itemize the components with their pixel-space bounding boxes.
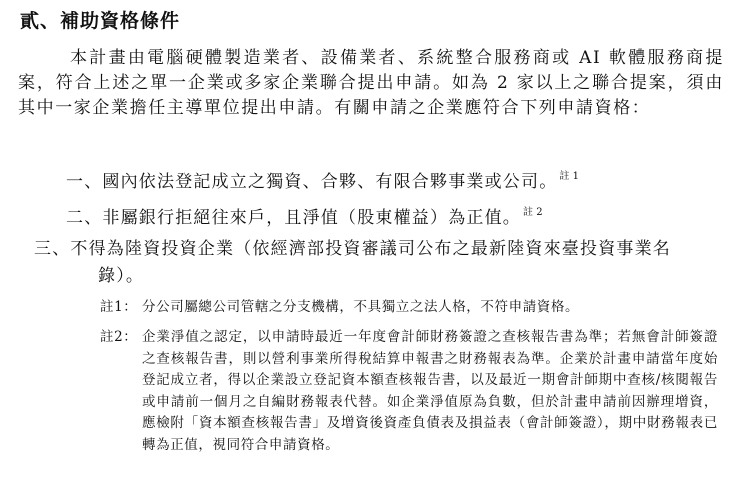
eligibility-item-3 <box>34 236 716 290</box>
item-number: 三、 <box>34 239 71 259</box>
section-heading: 貳、補助資格條件 <box>20 10 181 32</box>
item-number: 二、 <box>66 208 103 228</box>
item-text: 國內依法登記成立之獨資、合夥、有限合夥事業或公司。 <box>102 172 558 192</box>
footnote-ref: 註 2 <box>523 207 543 218</box>
eligibility-item-1 <box>66 163 716 196</box>
footnote-text: 企業淨值之認定，以申請時最近一年度會計師財務簽證之查核報告書為準；若無會計師簽證之查核報告書，則以營利事業所得稅結算申報書之財務報表為準。企業於計畫申請當年度始登記成立者，得以企業設立登記資本額查核報告書，以及最近一期會計師期中查核/核閱報告或申請前一個月之自編財務報表代替。如企業淨值原為負數，但於計畫申請前因辦理增資，應檢附「資本額查核報告書」及增資後資產負債表及損益表（會計師簽證），期中財務報表已轉為正值，視同符合申請資格。 <box>142 329 718 453</box>
footnote-ref: 註 1 <box>559 171 579 182</box>
item-text: 非屬銀行拒絕往來戶，且淨值（股東權益）為正值。 <box>102 208 522 228</box>
eligibility-item-2 <box>66 199 716 232</box>
footnote-text: 分公司屬總公司管轄之分支機構，不具獨立之法人格，不符申請資格。 <box>142 299 580 315</box>
footnote-tag: 註2： <box>100 329 138 345</box>
item-number: 一、 <box>66 172 103 192</box>
item-text: 不得為陸資投資企業（依經濟部投資審議司公布之最新陸資來臺投資事業名錄）。 <box>70 239 672 286</box>
footnote-tag: 註1： <box>100 299 138 315</box>
intro-paragraph: 本計畫由電腦硬體製造業者、設備業者、系統整合服務商或 AI 軟體服務商提案，符合上述之單一企業或多家企業聯合提出申請。如為 2 家以上之聯合提案，須由其中一家企業擔任主導單位提出申請。有關申請之企業應符合下列申請資格： <box>18 48 724 118</box>
